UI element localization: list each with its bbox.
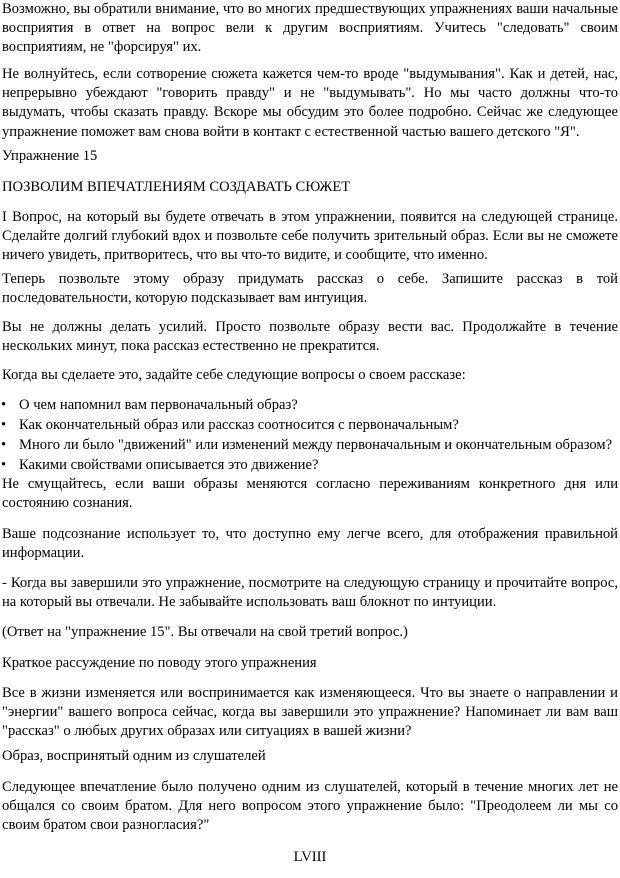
paragraph-intro: Возможно, вы обратили внимание, что во многих предшествующих упражнениях ваши начальные восприятия в ответ на вопрос вели к другим восприятиям. Учитесь "следовать" своим восприятиям, не "форсируя" их. (2, 1, 618, 56)
paragraph-images-change: Не смущайтесь, если ваши образы меняются согласно переживаниям конкретного дня или состоянию сознания. (2, 476, 618, 512)
paragraph-instructions: I Вопрос, на который вы будете отвечать в этом упражнении, появится на следующей странице. Сделайте долгий глубокий вдох и позвольте себе получить зрительный образ. Если вы не сможете ничего увидеть, притворитесь, что вы что-то видите, и сообщите, что именно. (2, 209, 618, 264)
list-item: • Много ли было "движений" или изменений между первоначальным и окончательным образом? (0, 436, 616, 456)
paragraph-finish: - Когда вы завершили это упражнение, посмотрите на следующую страницу и прочитайте вопрос, на который вы отвечали. Не забывайте использовать ваш блокнот по интуиции. (2, 575, 618, 611)
list-item: • Какими свойствами описывается это движение? (0, 456, 616, 476)
list-item: • Как окончательный образ или рассказ соотносится с первоначальным? (0, 416, 616, 436)
exercise-title: ПОЗВОЛИМ ВПЕЧАТЛЕНИЯМ СОЗДАВАТЬ СЮЖЕТ (2, 179, 351, 195)
list-item: • О чем напомнил вам первоначальный образ? (0, 396, 616, 416)
paragraph-fiction: Не волнуйтесь, если сотворение сюжета кажется чем-то вроде "выдумывания". Как и детей, нас, непрерывно убеждают "говорить правду" и не "выдумывать". Но мы часто должны что-то выдумать, чтобы сказать правду. Вскоре мы обсудим это более подробно. Сейчас же следующее упражнение поможет вам снова войти в контакт с естественной частью вашего детского "Я". (2, 66, 618, 140)
section-heading-listener: Образ, воспринятый одним из слушателей (2, 748, 266, 764)
paragraph-listener: Следующее впечатление было получено одним из слушателей, который в течение многих лет не общался со своим братом. Для него вопросом этого упражнение было: "Преодолеем ли мы со своим братом свои разногласия?" (2, 779, 618, 834)
section-heading-reflection: Краткое рассуждение по поводу этого упражнения (2, 655, 317, 671)
page-number: LVIII (293, 849, 327, 865)
paragraph-subconscious: Ваше подсознание использует то, что доступно ему легче всего, для отображения правильной информации. (2, 526, 618, 562)
paragraph-reflection: Все в жизни изменяется или воспринимается как изменяющееся. Что вы знаете о направлении и "энергии" вашего вопроса сейчас, когда вы завершили это упражнение? Напоминает ли вам ваш "рассказ" о любых других образах или ситуациях в вашей жизни? (2, 685, 618, 740)
paragraph-story: Теперь позвольте этому образу придумать рассказ о себе. Запишите рассказ в той последовательности, которую подсказывает вам интуиция. (2, 271, 618, 307)
questions-list (0, 396, 616, 476)
paragraph-effort: Вы не должны делать усилий. Просто позвольте образу вести вас. Продолжайте в течение нескольких минут, пока рассказ естественно не прекратится. (2, 319, 618, 355)
paragraph-questions-intro: Когда вы сделаете это, задайте себе следующие вопросы о своем рассказе: (2, 367, 466, 383)
paragraph-answer: (Ответ на "упражнение 15". Вы отвечали на свой третий вопрос.) (2, 624, 408, 640)
exercise-label: Упражнение 15 (2, 148, 98, 164)
